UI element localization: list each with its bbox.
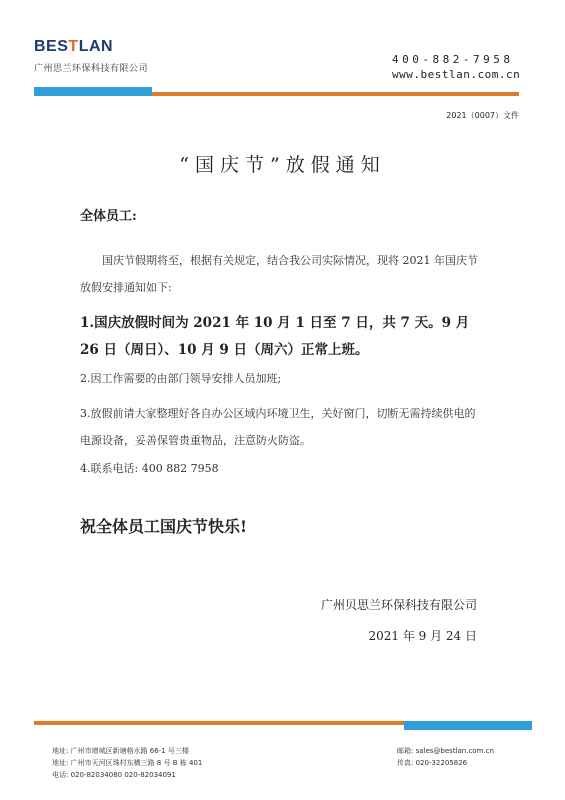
header-company-name: 广州思兰环保科技有限公司	[34, 64, 149, 74]
document-number: 2021（0007）文件	[446, 111, 519, 120]
notice-item-3: 3.放假前请大家整理好各自办公区域内环境卫生，关好窗门，切断无需持续供电的电源设备，妥善保管贵重物品，注意防火防盗。	[80, 407, 476, 447]
signature-company: 广州贝思兰环保科技有限公司	[320, 598, 477, 612]
footer-orange-bar	[34, 721, 404, 725]
header-website: www.bestlan.com.cn	[392, 68, 521, 81]
notice-item-1: 1.国庆放假时间为 2021 年 10 月 1 日至 7 日，共 7 天。9 月 26 日（周日）、10 月 9 日（周六）正常上班。	[80, 315, 470, 358]
header-phone: 400-882-7958	[392, 53, 514, 66]
footer-email: 邮箱: sales@bestlan.com.cn	[397, 747, 494, 755]
footer-fax: 传真: 020-32205826	[397, 759, 468, 767]
intro-paragraph: 国庆节假期将至，根据有关规定，结合我公司实际情况，现将 2021 年国庆节放假安排通知如下:	[80, 254, 478, 294]
footer-blue-bar	[404, 721, 532, 730]
closing-greeting: 祝全体员工国庆节快乐!	[80, 517, 248, 536]
company-logo	[34, 38, 113, 56]
footer-phone: 电话: 020-82034080 020-82034091	[52, 771, 176, 779]
notice-item-2: 2.因工作需要的由部门领导安排人员加班;	[80, 372, 282, 385]
logo-text-suffix: LAN	[78, 38, 114, 55]
signature-date: 2021 年 9 月 24 日	[368, 629, 477, 643]
notice-item-4: 4.联系电话: 400 882 7958	[80, 462, 219, 475]
logo-text-prefix: BES	[34, 38, 69, 55]
logo-mark: T	[68, 38, 79, 55]
header-orange-bar	[152, 92, 519, 96]
notice-title: “国庆节”放假通知	[179, 154, 386, 176]
footer-address-2: 地址: 广州市天河区珠村东横三路 8 号 B 栋 401	[52, 759, 203, 767]
footer-address-1: 地址: 广州市增城区新塘格水路 66-1 号三楼	[52, 747, 189, 755]
header-blue-bar	[34, 87, 152, 96]
greeting: 全体员工:	[80, 209, 137, 224]
